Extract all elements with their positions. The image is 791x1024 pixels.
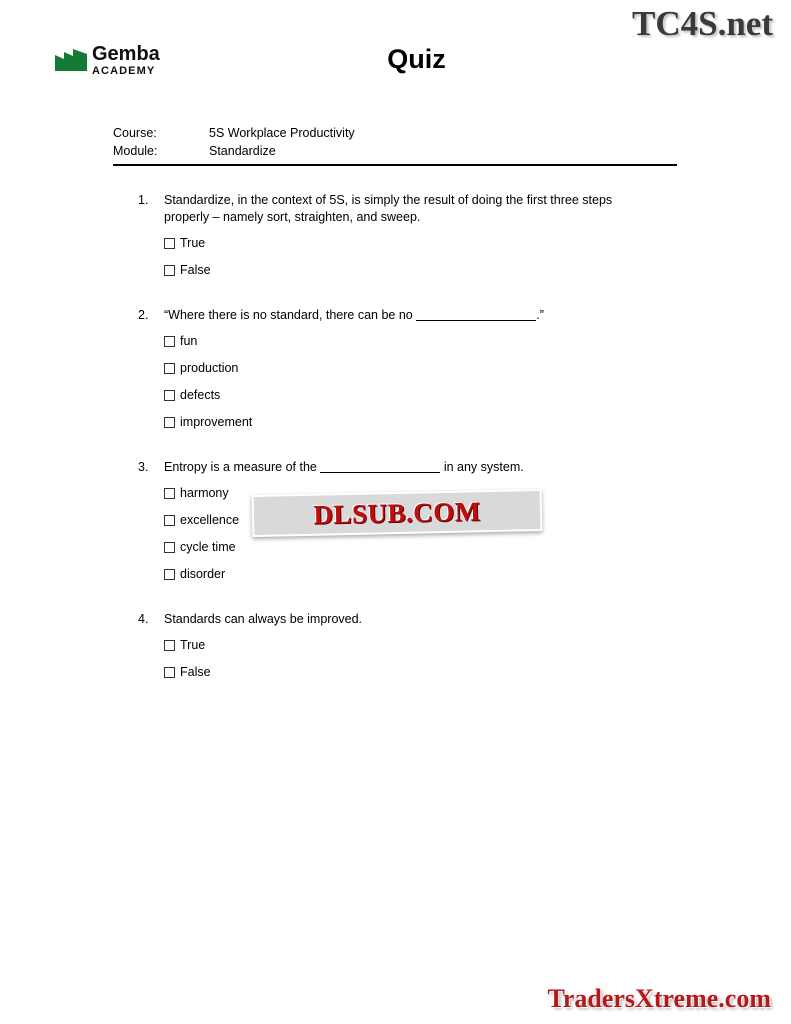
option-row[interactable] bbox=[164, 567, 713, 581]
question-number: 4. bbox=[138, 612, 149, 626]
option-label: False bbox=[180, 665, 211, 679]
option-list bbox=[113, 236, 713, 277]
checkbox-icon[interactable] bbox=[164, 238, 175, 249]
checkbox-icon[interactable] bbox=[164, 640, 175, 651]
question-text: Standards can always be improved. bbox=[164, 612, 363, 626]
course-label: Course: bbox=[113, 126, 157, 140]
course-row bbox=[113, 124, 677, 142]
logo-name: Gemba bbox=[92, 43, 160, 65]
option-label: disorder bbox=[180, 567, 226, 581]
course-info-block bbox=[113, 124, 677, 166]
question-item bbox=[113, 307, 713, 429]
checkbox-icon[interactable] bbox=[164, 488, 175, 499]
question-item bbox=[113, 192, 713, 277]
page-title: Quiz bbox=[387, 44, 446, 74]
question-heading bbox=[113, 307, 713, 324]
checkbox-icon[interactable] bbox=[164, 336, 175, 347]
option-row[interactable] bbox=[164, 665, 713, 679]
header-divider bbox=[113, 164, 677, 166]
question-heading bbox=[113, 459, 713, 476]
document-header bbox=[0, 38, 791, 98]
question-heading bbox=[113, 611, 713, 628]
question-text-before: Entropy is a measure of the bbox=[164, 460, 321, 474]
center-watermark bbox=[252, 489, 543, 537]
option-label: fun bbox=[180, 334, 198, 348]
footer-watermark: TradersXtreme.com bbox=[547, 984, 771, 1013]
question-number: 3. bbox=[138, 460, 149, 474]
checkbox-icon[interactable] bbox=[164, 363, 175, 374]
checkbox-icon[interactable] bbox=[164, 265, 175, 276]
checkbox-icon[interactable] bbox=[164, 417, 175, 428]
option-list bbox=[113, 334, 713, 429]
module-row bbox=[113, 142, 677, 160]
option-label: defects bbox=[180, 388, 221, 402]
module-label: Module: bbox=[113, 144, 158, 158]
option-label: harmony bbox=[180, 486, 229, 500]
option-label: True bbox=[180, 236, 206, 250]
top-watermark: TC4S.net bbox=[632, 4, 773, 43]
checkbox-icon[interactable] bbox=[164, 667, 175, 678]
option-label: cycle time bbox=[180, 540, 236, 554]
option-list bbox=[113, 638, 713, 679]
checkbox-icon[interactable] bbox=[164, 390, 175, 401]
question-text-after: .” bbox=[536, 308, 544, 322]
option-label: improvement bbox=[180, 415, 253, 429]
question-item bbox=[113, 611, 713, 679]
option-label: False bbox=[180, 263, 211, 277]
question-heading bbox=[113, 192, 713, 226]
option-row[interactable] bbox=[164, 361, 713, 375]
question-text bbox=[164, 307, 544, 324]
question-number: 1. bbox=[138, 193, 149, 207]
checkbox-icon[interactable] bbox=[164, 569, 175, 580]
question-text-after: in any system. bbox=[440, 460, 524, 474]
question-text bbox=[164, 459, 524, 476]
option-label: excellence bbox=[180, 513, 240, 527]
option-row[interactable] bbox=[164, 638, 713, 652]
option-row[interactable] bbox=[164, 540, 713, 554]
fill-in-blank bbox=[416, 308, 536, 321]
module-value: Standardize bbox=[209, 144, 276, 158]
question-text-before: “Where there is no standard, there can be no bbox=[164, 308, 417, 322]
course-value: 5S Workplace Productivity bbox=[209, 126, 355, 140]
option-row[interactable] bbox=[164, 388, 713, 402]
option-label: production bbox=[180, 361, 239, 375]
logo-subtitle: ACADEMY bbox=[92, 65, 156, 77]
checkbox-icon[interactable] bbox=[164, 542, 175, 553]
question-text: Standardize, in the context of 5S, is simply the result of doing the first three steps properly – namely sort, straighten, and sweep. bbox=[164, 193, 613, 224]
center-watermark-text: DLSUB.COM bbox=[313, 495, 481, 530]
question-list bbox=[113, 192, 713, 709]
question-number: 2. bbox=[138, 308, 149, 322]
fill-in-blank bbox=[320, 460, 440, 473]
option-label: True bbox=[180, 638, 206, 652]
option-row[interactable] bbox=[164, 415, 713, 429]
checkbox-icon[interactable] bbox=[164, 515, 175, 526]
option-row[interactable] bbox=[164, 263, 713, 277]
option-row[interactable] bbox=[164, 334, 713, 348]
option-row[interactable] bbox=[164, 236, 713, 250]
